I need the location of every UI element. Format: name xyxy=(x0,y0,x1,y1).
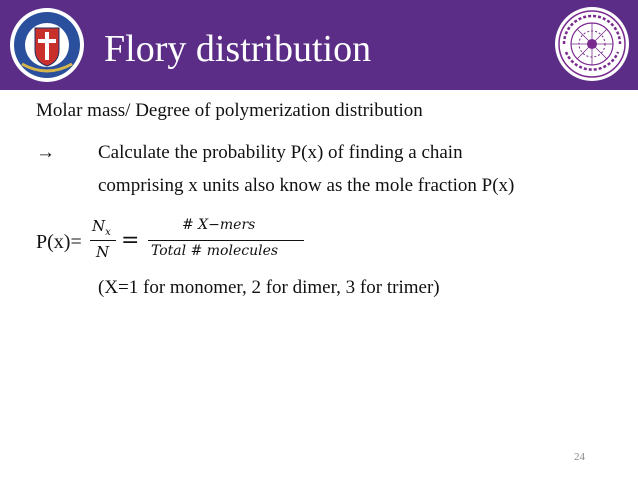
right-arrow-icon: → xyxy=(36,142,55,163)
fraction-bar xyxy=(148,240,304,241)
fraction-numerator: # X−mers xyxy=(182,217,256,233)
bullet-text-line-2: comprising x units also know as the mole fraction P(x) xyxy=(98,175,515,196)
equals-sign: = xyxy=(121,228,140,253)
fraction-numerator-subscript: x xyxy=(105,227,111,238)
fraction-denominator: Total # molecules xyxy=(151,243,279,259)
subtitle-line: Molar mass/ Degree of polymerization distribution xyxy=(36,100,423,121)
note-line: (X=1 for monomer, 2 for dimer, 3 for trimer) xyxy=(98,277,440,298)
title-banner xyxy=(0,0,638,90)
formula-lhs: P(x)= xyxy=(36,231,82,253)
tsing-hua-university-seal xyxy=(554,6,630,82)
bullet-text-line-1: Calculate the probability P(x) of finding a chain xyxy=(98,142,463,163)
page-number: 24 xyxy=(574,451,585,463)
school-crest-logo xyxy=(8,6,86,84)
fraction-denominator: N xyxy=(96,243,110,261)
fraction-numerator: N xyxy=(92,217,106,235)
slide-title: Flory distribution xyxy=(104,28,372,70)
fraction-bar xyxy=(90,240,116,241)
